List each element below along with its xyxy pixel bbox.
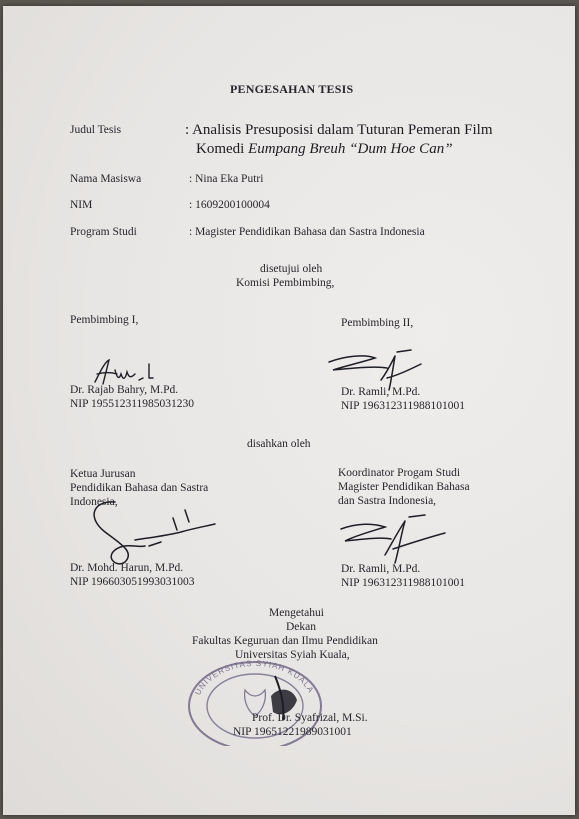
koordinator-nip: NIP 196312311988101001	[341, 577, 466, 589]
judul-value-line2	[196, 140, 453, 158]
koordinator-line1: Koordinator Progam Studi	[338, 467, 461, 479]
dekan-nip: NIP 19651221989031001	[233, 726, 352, 738]
pembimbing2-name: Dr. Ramli, M.Pd.	[341, 386, 421, 398]
prodi-value: : Magister Pendidikan Bahasa dan Sastra Indonesia	[189, 226, 425, 238]
approved-by-line: disetujui oleh	[260, 263, 323, 275]
pembimbing1-nip: NIP 195512311985031230	[70, 398, 195, 410]
pembimbing2-label: Pembimbing II,	[341, 317, 414, 329]
nim-label: NIM	[70, 199, 93, 211]
pembimbing1-name: Dr. Rajab Bahry, M.Pd.	[70, 384, 179, 396]
page-title: PENGESAHAN TESIS	[230, 82, 354, 96]
nama-label: Nama Masiswa	[70, 173, 142, 185]
nama-value: : Nina Eka Putri	[189, 173, 264, 185]
committee-line: Komisi Pembimbing,	[236, 277, 335, 289]
svg-text:UNIVERSITAS SYIAH KUALA: UNIVERSITAS SYIAH KUALA	[193, 658, 316, 697]
nim-value: : 1609200100004	[189, 199, 270, 211]
koordinator-line3: dan Sastra Indonesia,	[338, 495, 437, 507]
pembimbing2-nip: NIP 196312311988101001	[341, 400, 466, 412]
prodi-label: Program Studi	[70, 226, 137, 238]
judul-italic: Eumpang Breuh	[248, 141, 346, 157]
ketua-line3: Indonesia,	[70, 496, 118, 508]
dekan-line4: Universitas Syiah Kuala,	[235, 649, 350, 661]
dekan-name: Prof. Dr. Syafrizal, M.Si.	[252, 712, 368, 724]
signature-koordinator	[333, 511, 453, 571]
koordinator-name: Dr. Ramli, M.Pd.	[341, 563, 421, 575]
ketua-nip: NIP 196603051993031003	[70, 576, 195, 588]
judul-label: Judul Tesis	[70, 124, 122, 136]
judul-prefix: Komedi	[196, 141, 249, 157]
dekan-line2: Dekan	[286, 621, 317, 633]
dekan-line3: Fakultas Keguruan dan Ilmu Pendidikan	[192, 635, 378, 647]
ratified-by-line: disahkan oleh	[247, 438, 311, 450]
dekan-line1: Mengetahui	[269, 607, 324, 619]
judul-value-line1: : Analisis Presuposisi dalam Tuturan Pemeran Film	[185, 122, 493, 138]
ketua-line1: Ketua Jurusan	[70, 468, 136, 480]
koordinator-line2: Magister Pendidikan Bahasa	[338, 481, 470, 493]
thesis-approval-page	[3, 6, 575, 815]
ketua-name: Dr. Mohd. Harun, M.Pd.	[70, 562, 184, 574]
ketua-line2: Pendidikan Bahasa dan Sastra	[70, 482, 209, 494]
pembimbing1-label: Pembimbing I,	[70, 314, 139, 326]
judul-quote: “Dum Hoe Can”	[345, 141, 453, 157]
